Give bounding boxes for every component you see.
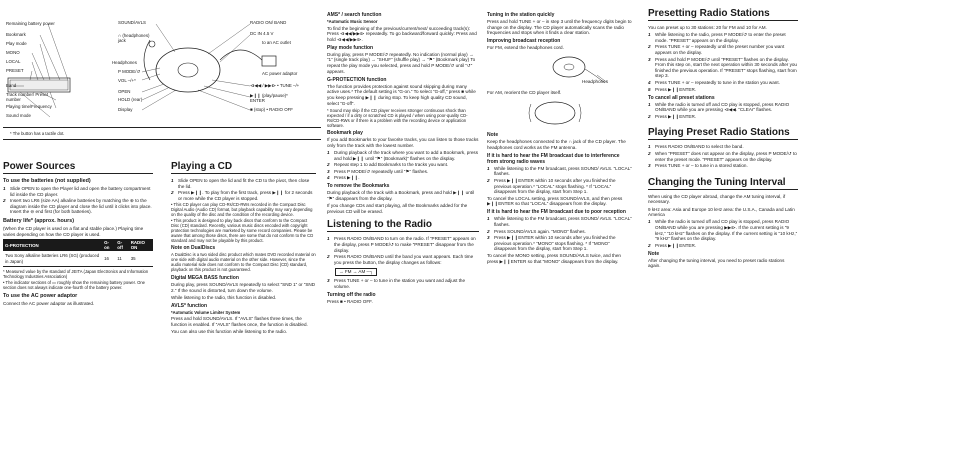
label-band: Band [6,83,17,88]
power-step-1: 1 Slide OPEN to open the Player lid and open the battery compartment lid inside the CD player. [3,186,151,197]
antenna-note-heading: Note [487,132,499,139]
ams-text: To find the beginning of the previous/current/next/ succeeding track(s): Press ⧏◀◀/▶▶⧐ repeatedly. To go backward/forward quickly: Press and hold ⧏◀◀/▶▶⧐. [327,25,477,42]
dualdisc-text: A DualDisc is a two sided disc product which mates DVD recorded material on one side with digital audio material on the other side. However, since the audio material side does not conform to the Compact Disc (CD) standard, playback on this product is not guaranteed. [171,252,316,273]
play-mode-heading: Play mode function [327,44,374,51]
g-protection-heading: G-PROTECTION function [327,76,387,83]
label-bookmark: Bookmark [6,32,26,37]
battery-life-heading: Battery life* (approx. hours) [3,218,74,225]
radio-step-3: 3 Press TUNE + or – to tune in the station you want and adjust the volume. [327,278,466,289]
am-player-illustration [527,98,587,128]
play-preset-step-1: 1 Press RADIO ON/BAND to select the band. [648,144,744,150]
power-step-2: 2 Insert two LR6 (size AA) alkaline batteries by matching the ⊕ to the diagram inside the CD player and close the lid until it clicks into place. Insert the ⊖ end first (for both batteries). [3,198,152,215]
preset-step-4: 4 Press TUNE + or – repeatedly to tune in the station you want. [648,79,780,85]
label-open: OPEN [118,89,131,94]
label-stop-radio-off: ■ (stop) • RADIO OFF [250,107,293,112]
band-cycle-box: → FM → AM ─┐ [335,268,377,276]
preset-intro: You can preset up to 30 stations: 20 for FM and 10 for AM. [648,25,767,30]
headphones-label: Headphones [582,78,609,84]
reception-am-text: For AM, reorient the CD player itself. [487,90,562,96]
ac-adaptor-heading: To use the AC power adaptor [3,293,78,300]
interval-step-1: 1 While the radio is turned off and CD play is stopped, press RADIO ON/BAND while you are pressing ▶▶⧐. If the current setting is “9 kHz,” “10 kHz” flashes on the display. If the current setting is “10 kHz,” “9 kHz” flashes on the display. [648,219,798,242]
label-play-pause-enter: ▶❙❙ (play/pause)* ENTER [250,93,288,104]
interval-note-text: After changing the tuning interval, you need to preset radio stations again. [648,257,785,269]
radio-step-1: 1 Press RADIO ON/BAND to turn on the radio. If “PRESET” appears on the display, press P MODE/↺ to make “PRESET” disappear from the display. [327,236,476,253]
tactile-note: * The button has a tactile dot. [10,131,65,136]
preset-step-2: 2 Press TUNE + or – repeatedly until the preset number you want appears on the display. [648,44,785,55]
poor-step-1: 1 While listening to the FM broadcast, press SOUND/ AVLS. “LOCAL” flashes. [487,216,632,227]
g-protection-note: * Sound may skip if the CD player receives stronger continuous shock than expected / if a dirty or scratched CD is played / when using poor-quality CD-Rs/CD-RWs or if there is a problem with the recording device or application software. [327,107,468,128]
label-preset: PRESET [6,68,24,73]
avls-subtitle: *Automatic Volume Limiter System [171,309,241,315]
power-sources-title: Power Sources [3,161,153,174]
play-mode-text: During play, press P MODE/↺ repeatedly. No indication (normal play) → “1” (single track play) → “SHUF” (shuffle play) → “⚑” (Bookmark play) To repeat the play mode you selected, press and hold P MODE/↺ until “↺” appears. [327,51,476,74]
remove-bookmark-heading: To remove the Bookmarks [327,183,390,190]
cancel-presets-heading: To cancel all preset stations [648,94,715,101]
play-preset-step-3: 3 Press TUNE + or – to tune in a stored station. [648,163,748,169]
label-headphones: Headphones [112,60,137,65]
battery-life-text: (When the CD player is used on a flat and stable place.) Playing time varies depending on how the CD player is used. [3,226,144,237]
remove-bookmark-text-2: If you change CDs and start playing, all the Bookmarks added for the previous CD will be erased. [327,203,468,214]
ams-section [327,8,479,306]
bookmark-step-2: 2 Repeat step 1 to add Bookmarks to the tracks you want. [327,162,449,168]
interval-areas: 9 kHz area: Asia and Europe 10 kHz area: the U.S.A., Canada and Latin America [648,206,795,218]
indicator-note: • The indicator sections of ▭ roughly show the remaining battery power. One section does not always indicate one-fourth of the battery power. [3,280,145,291]
bookmark-step-3: 3 Press P MODE/↺ repeatedly until “⚑” flashes. [327,168,429,174]
preset-step-1: 1 While listening to the radio, press P MODE/↺ to enter the preset mode. “PRESET” appears on the display. [648,32,786,43]
tuning-section [487,8,632,266]
table-header: RADIO ON [129,239,153,251]
cancel-mono-text: To cancel the MONO setting, press SOUND/AVLS twice, and then press ▶❙❙ENTER so that “MONO” disappears from the display. [487,252,621,264]
diagram-rule-top [3,127,321,128]
cancel-preset-step-2: 2 Press ▶❙❙ENTER. [648,113,697,119]
label-playing-time: Playing time/Frequency [6,104,52,109]
bookmark-text: If you add Bookmarks to your favorite tracks, you can listen to those tracks only from the track with the lowest number. [327,137,479,148]
controls-diagram [0,0,330,140]
preset-step-5: 5 Press ▶❙❙ENTER. [648,86,697,92]
interference-heading: If it is hard to hear the FM broadcast due to interference from strong radio waves [487,152,620,165]
avls-text-2: You can also use this function while listening to the radio. [171,329,288,335]
bookmark-step-1: 1 During playback of the track where you want to add a Bookmark, press and hold ▶❙❙ until “⚑” (Bookmark)” flashes on the display. [327,150,479,161]
label-sound-avls: SOUND/AVLS [118,20,146,25]
label-ac-adaptor: AC power adaptor [262,71,298,76]
mega-bass-text-2: While listening to the radio, this function is disabled. [171,294,277,300]
tuning-interval-title: Changing the Tuning Interval [648,177,798,190]
radio-step-2: 2 Press RADIO ON/BAND until the band you want appears. Each time you press the button, the display changes as follows: [327,254,474,265]
label-display: Display [118,107,133,112]
label-remaining-battery: Remaining battery power [6,21,55,26]
presetting-title: Presetting Radio Stations [648,8,798,21]
g-protection-text: The function provides protection against sound skipping during many active uses.* The default setting is “G-on.” To select “G-off,” press ■ while you keep pressing ▶❙❙ during stop. To keep high quality CD sound, select “G-off”. [327,83,476,106]
label-vol: VOL –/+* [118,78,136,83]
label-tune: ⧏◀◀ / ▶▶⧐ • TUNE –/+ [250,83,300,88]
cancel-local-text: To cancel the LOCAL setting, press SOUND/AVLS, and then press ▶❙❙ENTER so that “LOCAL” disappears from the display. [487,195,623,207]
table-header: G-off [115,239,128,251]
bookmark-step-4: 4 Press ▶❙❙. [327,175,360,181]
batteries-heading: To use the batteries (not supplied) [3,178,91,184]
radio-off-text: Press ■ • RADIO OFF. [327,298,373,304]
cdr-note: • This CD player can play CD-Rs/CD-RWs recorded in the Compact Disc Digital Audio (Audio CD) format, but playback capability may vary depending on the quality of the disc and the condition of the recording device. [171,202,313,218]
playing-cd-title: Playing a CD [171,161,316,174]
poor-step-3: 3 Press ▶❙❙ENTER within 10 seconds after you finished the previous operation.* “MONO” stops flashing. * If “MONO” disappears from the display, start from Step 1. [487,235,616,252]
jeita-note: * Measured value by the standard of JEITA (Japan Electronics and Information Technology Industries Association) [3,268,149,279]
poor-reception-heading: If it is hard to hear the FM broadcast due to poor reception [487,209,626,216]
ams-heading: AMS* / search function [327,12,382,18]
interval-step-2: 2 Press ▶❙❙ENTER. [648,242,697,248]
cd-standard-note: • This product is designed to play back discs that conform to the Compact Disc (CD) standard. Recently, various music discs encoded with copyright protection technologies are marketed by some record companies. Please be aware that among those discs, there are some that do not conform to the CD standard and may not be playable by this product. [171,217,314,243]
ac-adaptor-text: Connect the AC power adaptor as illustrated. [3,301,95,307]
bookmark-heading: Bookmark play [327,130,363,137]
label-mono: MONO [6,50,20,55]
playing-cd-section [171,161,316,336]
cd-step-2: 2 Press ▶❙❙. To play from the first track, press ▶❙❙ for 2 seconds or more while the CD player is stopped. [171,190,313,201]
label-hold: HOLD (rear) [118,97,143,102]
dualdisc-heading: Note on DualDiscs [171,245,216,252]
cd-step-1: 1 Slide OPEN to open the lid and fit the CD to the pivot, then close the lid. [171,178,310,189]
label-p-mode: P MODE/↺ [118,69,141,74]
play-preset-step-2: 2 When “PRESET” does not appear on the display, press P MODE/↺ to enter the preset mode. “PRESET” appears on the display. [648,151,797,162]
table-row: Two Sony alkaline batteries LR6 (SG) (produced in Japan) 16 11 35 [3,251,153,266]
reception-fm-text: For FM, extend the headphones cord. [487,45,564,51]
battery-life-table [3,239,153,267]
radio-off-heading: Turning off the radio [327,291,376,298]
table-header: G-PROTECTION [3,239,102,251]
cancel-preset-step-1: 1 While the radio is turned off and CD play is stopped, press RADIO ON/BAND while you are pressing ⧏◀◀. “CLEAr” flashes. [648,101,790,113]
avls-text: Press and hold SOUND/AVLS. If “AVLS” flashes three times, the function is enabled. If “AVLS” flashes once, the function is disabled. [171,316,308,328]
mega-bass-heading: Digital MEGA BASS function [171,274,239,281]
poor-step-2: 2 Press SOUND/AVLS again. “MONO” flashes. [487,228,586,234]
label-headphones-jack: ∩ (headphones) jack [118,33,150,44]
label-ac-outlet: to an AC outlet [262,40,291,45]
radio-title: Listening to the Radio [327,219,479,232]
table-header: G-on [102,239,115,251]
diagram-rule-bottom [3,139,321,140]
label-local: LOCAL [6,59,21,64]
preset-step-3: 3 Press and hold P MODE/↺ until “PRESET” flashes on the display. From this step on, start the next operation within 30 seconds after you finished the previous operation. If “PRESET” stops flashing, start from step 3. [648,56,797,79]
quick-tuning-heading: Tuning in the station quickly [487,12,555,18]
mega-bass-text: During play, press SOUND/AVLS repeatedly to select “SND 1” or “SND 2.” If the sound is distorted, turn down the volume. [171,281,316,293]
label-sound-mode: Sound mode [6,113,31,118]
interference-step-1: 1 While listening to the FM broadcast, press SOUND/ AVLS. “LOCAL” flashes. [487,165,632,177]
avls-heading: AVLS* function [171,302,208,309]
preset-section [648,8,798,271]
ams-subtitle: *Automatic Music Sensor [327,19,378,24]
interval-note-heading: Note [648,250,660,257]
antenna-note-text: Keep the headphones connected to the ∩ jack of the CD player. The headphones cord works as the FM antenna. [487,139,626,150]
label-track-number: Track number/ Preset number [6,92,49,103]
label-dc-in: DC IN 4.5 V [250,31,274,36]
interval-intro: When using the CD player abroad, change the AM tuning interval, if necessary. [648,193,786,205]
playing-preset-title: Playing Preset Radio Stations [648,127,798,140]
label-radio-on-band: RADIO ON/ BAND [250,20,287,25]
reception-heading: Improving broadcast reception [487,38,561,45]
power-sources-section [3,161,153,309]
interference-step-2: 2 Press ▶❙❙ENTER within 10 seconds after you finished the previous operation.* “LOCAL” stops flashing. * If “LOCAL” disappears from the display, start from Step 1. [487,177,616,195]
remove-bookmark-text: During playback of the track with a Bookmark, press and hold ▶❙❙ until “⚑” disappears from the display. [327,190,475,202]
quick-tuning-text: Press and hold TUNE + or – in step 3 until the frequency digits begin to change on the display. The CD player automatically scans the radio frequencies and stops when it finds a clear station. [487,19,632,36]
label-play-mode: Play mode [6,41,27,46]
